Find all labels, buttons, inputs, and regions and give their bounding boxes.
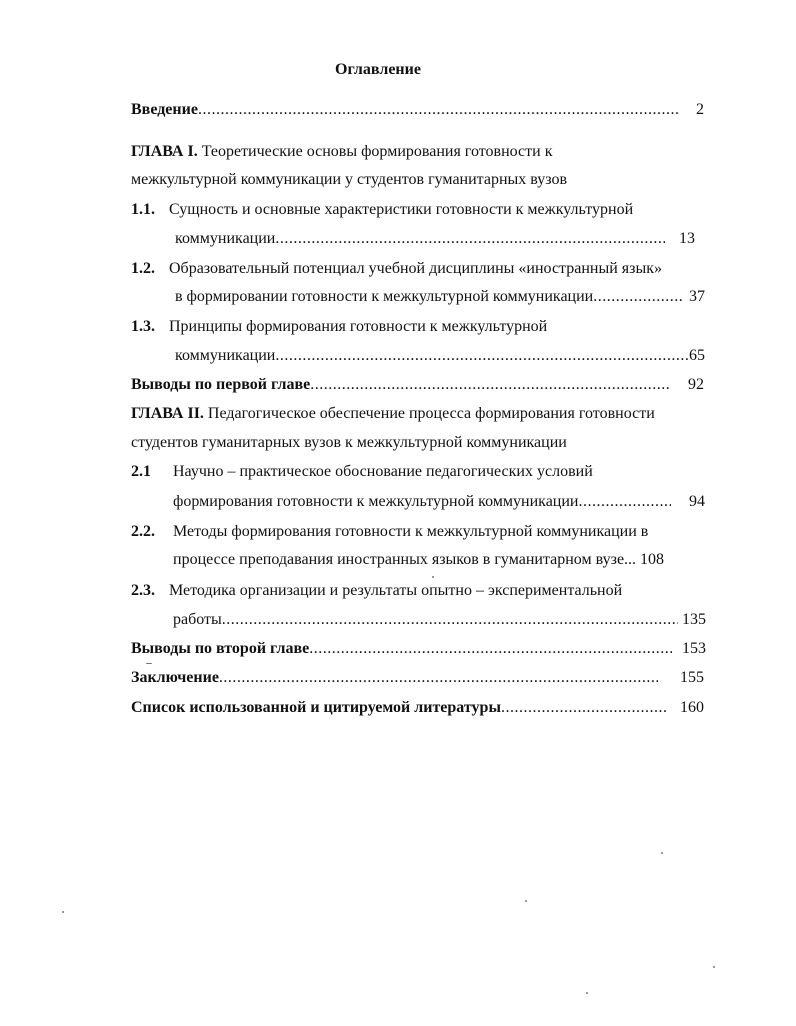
toc-page: 13 [679, 230, 695, 247]
leader-dots [275, 346, 689, 366]
toc-page: 2 [696, 101, 704, 118]
leader-dots [309, 639, 672, 659]
section-title: Методика организации и результаты опытно – экспериментальной [169, 582, 623, 599]
scan-speck [713, 966, 715, 968]
toc-page: 108 [640, 551, 665, 568]
toc-label: коммуникации [175, 230, 276, 247]
toc-label: Введение [131, 101, 198, 118]
toc-entry-1-3 [175, 346, 705, 366]
section-title: Образовательный потенциал учебной дисциплины «иностранный язык» [169, 260, 662, 277]
toc-page: 155 [680, 669, 704, 686]
toc-entry-conclusion [131, 668, 704, 688]
chapter1-title: Теоретические основы формирования готовности к [201, 143, 553, 160]
section-number: 2.2. [131, 523, 155, 540]
toc-label: коммуникации [175, 347, 276, 364]
toc-page: 135 [682, 611, 706, 628]
leader-dots [219, 668, 658, 688]
toc-label: Список использованной и цитируемой литературы [131, 699, 501, 716]
chapter2-title: Педагогическое обеспечение процесса формирования готовности [207, 405, 655, 422]
scan-speck [661, 852, 663, 854]
chapter1-heading-line1 [131, 142, 552, 162]
toc-label: Выводы по второй главе [131, 640, 310, 657]
toc-entry-references [131, 698, 704, 718]
toc-page: 94 [689, 493, 705, 510]
scan-speck [525, 900, 527, 902]
leader-dots [593, 287, 683, 307]
toc-label: Выводы по первой главе [131, 376, 311, 393]
toc-page: 92 [688, 376, 704, 393]
scan-speck [586, 992, 588, 994]
leader-dots [275, 229, 665, 249]
toc-page: 153 [682, 640, 706, 657]
chapter2-prefix: ГЛАВА II. [131, 405, 204, 422]
toc-label: процессе преподавания иностранных языков в гуманитарном вузе... [173, 551, 637, 568]
leader-dots [501, 698, 666, 718]
leader-dots [222, 610, 678, 630]
section-number: 2.3. [131, 582, 155, 599]
chapter2-heading-line2: студентов гуманитарных вузов к межкультурной коммуникации [131, 434, 567, 451]
chapter2-heading-line1 [131, 404, 655, 424]
toc-label: работы [173, 611, 222, 628]
chapter1-heading-line2: межкультурной коммуникации у студентов гуманитарных вузов [131, 171, 568, 188]
section-number: 1.1. [131, 201, 155, 218]
page-title: Оглавление [335, 61, 421, 78]
section-number: 1.2. [131, 260, 155, 277]
leader-dots [578, 492, 671, 512]
toc-page: 65 [689, 347, 705, 364]
section-number: 2.1 [131, 463, 151, 480]
toc-entry-chapter1-conclusion [131, 375, 704, 395]
toc-entry-2-2 [173, 550, 664, 570]
section-number: 1.3. [131, 318, 155, 335]
scan-speck [62, 911, 64, 913]
leader-dots [198, 100, 678, 120]
section-title: Принципы формирования готовности к межкультурной [169, 318, 548, 335]
toc-entry-1-2 [175, 287, 705, 307]
section-title: Методы формирования готовности к межкультурной коммуникации в [173, 523, 649, 540]
toc-label: формирования готовности к межкультурной коммуникации [173, 493, 579, 510]
scan-speck [146, 663, 152, 664]
section-title: Научно – практическое обоснование педагогических условий [173, 463, 593, 480]
toc-entry-2-1 [173, 492, 705, 512]
scan-speck [432, 576, 434, 578]
leader-dots [310, 375, 670, 395]
toc-entry-chapter2-conclusion [131, 639, 706, 659]
section-title: Сущность и основные характеристики готовности к межкультурной [169, 201, 634, 218]
toc-label: в формировании готовности к межкультурной коммуникации [175, 288, 594, 305]
toc-entry-1-1 [175, 229, 695, 249]
toc-entry-2-3 [173, 610, 706, 630]
toc-label: Заключение [131, 669, 219, 686]
toc-page: 160 [680, 699, 704, 716]
toc-entry-intro [131, 100, 704, 120]
toc-page: 37 [689, 288, 705, 305]
chapter1-prefix: ГЛАВА I. [131, 143, 198, 160]
